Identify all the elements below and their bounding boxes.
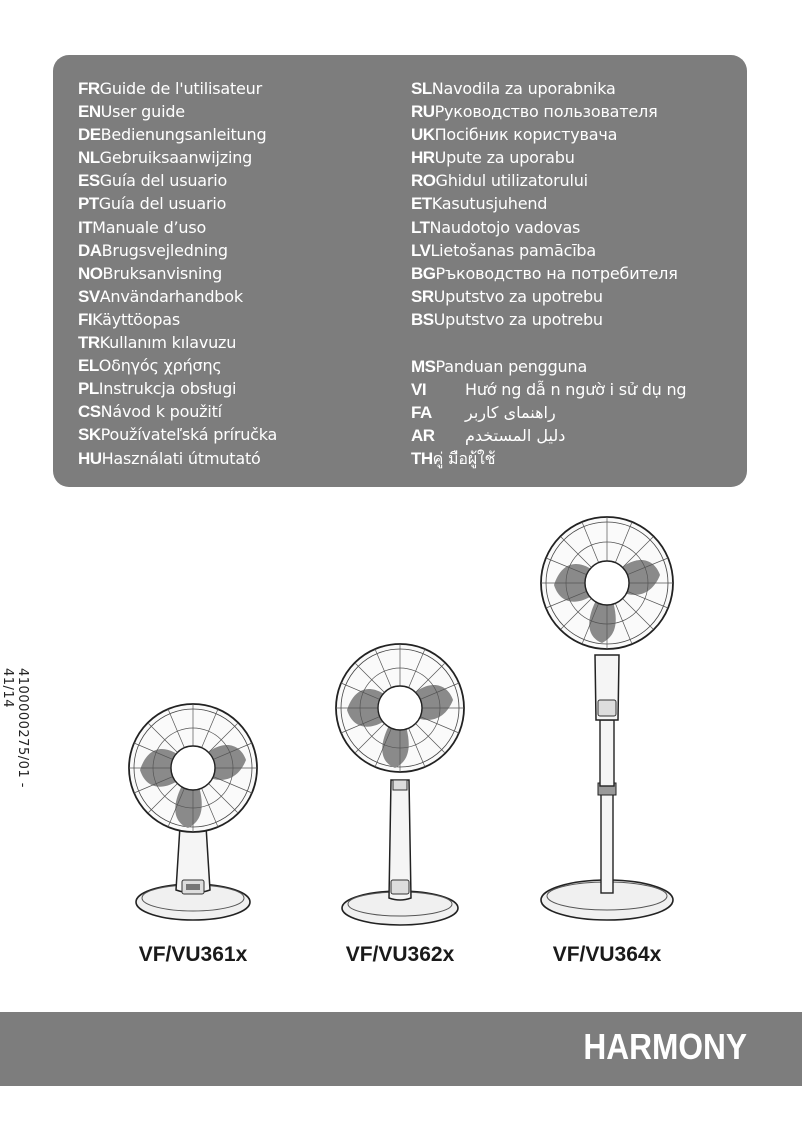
footer-bar — [0, 1012, 802, 1086]
spacer — [411, 331, 686, 355]
model-label-361: VF/VU361x — [138, 943, 248, 966]
language-item: NL Gebruiksaanwijzing — [78, 148, 253, 168]
language-item: SL Navodila za uporabnika — [411, 79, 616, 98]
language-item: CS Návod k použití — [78, 402, 222, 422]
document-reference-code: 4100000275/01 - 41/14 — [0, 668, 30, 788]
language-item: DE Bedienungsanleitung — [78, 125, 267, 145]
table-fan-illustration — [325, 640, 475, 930]
language-panel — [53, 55, 747, 487]
language-item: NO Bruksanvisning — [78, 263, 223, 283]
language-item: UK Посібник користувача — [411, 125, 618, 145]
language-item: HU Használati útmutató — [78, 448, 261, 468]
language-item: SK Používateľská príručka — [78, 425, 278, 445]
language-item: ET Kasutusjuhend — [411, 194, 548, 214]
language-item: FR Guide de l'utilisateur — [78, 79, 262, 98]
language-item: PT Guía del usuario — [78, 194, 227, 214]
language-column-left — [78, 77, 277, 470]
language-item: LV Lietošanas pamācība — [411, 240, 596, 260]
language-item: MS Panduan pengguna — [411, 357, 588, 377]
language-item: BS Uputstvo za upotrebu — [411, 309, 603, 329]
language-item: TR Kullanım kılavuzu — [78, 333, 237, 353]
brand-logo-text: HARMONY — [583, 1026, 747, 1067]
language-item: SR Uputstvo za upotrebu — [411, 286, 603, 306]
language-item: RU Руководство пользователя — [411, 102, 658, 122]
language-item: ES Guía del usuario — [78, 171, 228, 191]
pedestal-fan-illustration — [532, 515, 682, 925]
language-item: TH คู่ มือผู้ใช้ — [411, 449, 496, 469]
language-item: FI Käyttöopas — [78, 309, 181, 329]
desk-fan-illustration — [118, 700, 268, 930]
language-item: SV Användarhandbok — [78, 286, 243, 306]
language-item: FA راهنمای کاربر — [411, 403, 556, 423]
language-item: LT Naudotojo vadovas — [411, 217, 581, 237]
model-label-364: VF/VU364x — [552, 943, 662, 966]
language-item: RO Ghidul utilizatorului — [411, 171, 588, 191]
language-item: DA Brugsvejledning — [78, 240, 228, 260]
language-item: VI Hướ ng dẫ n ngườ i sử dụ ng — [411, 380, 687, 400]
language-item: EL Οδηγός χρήσης — [78, 356, 222, 376]
language-item: BG Ръководство на потребителя — [411, 263, 678, 283]
model-label-362: VF/VU362x — [345, 943, 455, 966]
language-item: IT Manuale d’uso — [78, 217, 207, 237]
language-item: PL Instrukcja obsługi — [78, 379, 237, 399]
language-item: HR Upute za uporabu — [411, 148, 575, 168]
language-column-right — [411, 77, 686, 471]
language-item: EN User guide — [78, 102, 185, 122]
language-item: AR دليل المستخدم — [411, 426, 566, 446]
